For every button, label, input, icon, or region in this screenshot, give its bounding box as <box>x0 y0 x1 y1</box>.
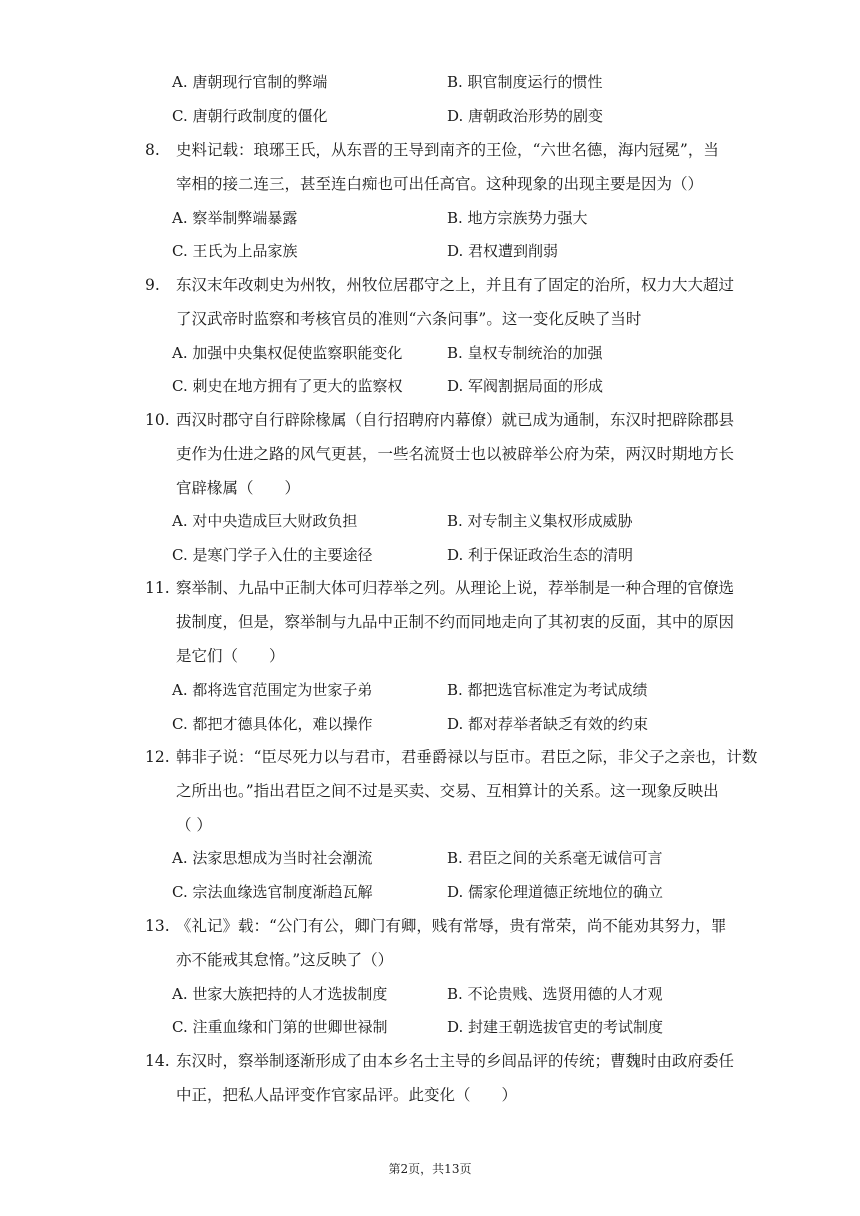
option-row <box>172 543 792 567</box>
option-d: D. 军阀割据局面的形成 <box>447 377 604 395</box>
question-number: 11. <box>145 579 170 597</box>
question-text-line: 《礼记》载：“公门有公，卿门有卿，贱有常辱，贵有常荣，尚不能劝其努力，罪 <box>176 917 727 935</box>
page-footer: 第2页，共13页 <box>388 1162 472 1176</box>
option-row <box>172 509 792 533</box>
option-c: C. 注重血缘和门第的世卿世禄制 <box>172 1018 388 1036</box>
question-text-line: 宰相的接二连三，甚至连白痴也可出任高官。这种现象的出现主要是因为（） <box>176 175 704 193</box>
question-text-line: 吏作为仕进之路的风气更甚，一些名流贤士也以被辟举公府为荣，两汉时期地方长 <box>176 445 735 463</box>
question-text-line: 中正，把私人品评变作官家品评。此变化（ ） <box>176 1086 518 1104</box>
question-number: 13. <box>145 917 170 935</box>
option-a: A. 世家大族把持的人才选拔制度 <box>172 985 388 1003</box>
option-b: B. 不论贵贱、选贤用德的人才观 <box>447 985 663 1003</box>
option-c: C. 是寒门学子入仕的主要途径 <box>172 546 373 564</box>
question-number: 12. <box>145 748 170 766</box>
option-row <box>172 104 792 128</box>
option-row <box>172 239 792 263</box>
option-c: C. 刺史在地方拥有了更大的监察权 <box>172 377 403 395</box>
option-b: B. 对专制主义集权形成威胁 <box>447 512 633 530</box>
option-c: C. 宗法血缘选官制度渐趋瓦解 <box>172 883 373 901</box>
option-b: B. 地方宗族势力强大 <box>447 209 588 227</box>
question-text-line: 拔制度，但是，察举制与九品中正制不约而同地走向了其初衷的反面，其中的原因 <box>176 613 735 631</box>
option-a: A. 唐朝现行官制的弊端 <box>172 73 328 91</box>
question-text-line: 之所出也。”指出君臣之间不过是买卖、交易、互相算计的关系。这一现象反映出 <box>176 782 719 800</box>
question-text-line: （ ） <box>176 816 212 834</box>
option-b: B. 皇权专制统治的加强 <box>447 344 603 362</box>
question-text-line: 韩非子说：“臣尽死力以与君市，君垂爵禄以与臣市。君臣之际，非父子之亲也，计数 <box>176 748 758 766</box>
option-row <box>172 846 792 870</box>
question-text-line: 是它们（ ） <box>176 647 285 665</box>
option-b: B. 职官制度运行的惯性 <box>447 73 603 91</box>
option-row <box>172 880 792 904</box>
question-text-line: 史料记载：琅琊王氏，从东晋的王导到南齐的王俭，“六世名德，海内冠冕”，当 <box>176 141 719 159</box>
question-number: 8. <box>145 141 160 159</box>
option-d: D. 唐朝政治形势的剧变 <box>447 107 604 125</box>
question-text-line: 东汉时，察举制逐渐形成了由本乡名士主导的乡闾品评的传统；曹魏时由政府委任 <box>176 1052 735 1070</box>
option-a: A. 对中央造成巨大财政负担 <box>172 512 358 530</box>
question-text-line: 西汉时郡守自行辟除椽属（自行招聘府内幕僚）就已成为通制，东汉时把辟除郡县 <box>176 411 735 429</box>
option-c: C. 王氏为上品家族 <box>172 242 298 260</box>
option-d: D. 君权遭到削弱 <box>447 242 559 260</box>
question-text-line: 察举制、九品中正制大体可归荐举之列。从理论上说，荐举制是一种合理的官僚选 <box>176 579 735 597</box>
option-row <box>172 982 792 1006</box>
option-row <box>172 70 792 94</box>
option-d: D. 儒家伦理道德正统地位的确立 <box>447 883 664 901</box>
option-b: B. 都把选官标准定为考试成绩 <box>447 681 648 699</box>
option-d: D. 利于保证政治生态的清明 <box>447 546 634 564</box>
option-row <box>172 206 792 230</box>
question-number: 14. <box>145 1052 170 1070</box>
option-a: A. 察举制弊端暴露 <box>172 209 298 227</box>
question-text-line: 亦不能戒其怠惰。”这反映了（） <box>176 951 394 969</box>
option-row <box>172 678 792 702</box>
option-row <box>172 712 792 736</box>
option-c: C. 唐朝行政制度的僵化 <box>172 107 328 125</box>
option-c: C. 都把才德具体化，难以操作 <box>172 715 373 733</box>
question-text-line: 了汉武帝时监察和考核官员的准则“六条问事”。这一变化反映了当时 <box>176 310 642 328</box>
option-row <box>172 1015 792 1039</box>
option-row <box>172 341 792 365</box>
question-text-line: 官辟椽属（ ） <box>176 479 301 497</box>
option-d: D. 封建王朝选拔官吏的考试制度 <box>447 1018 664 1036</box>
option-d: D. 都对荐举者缺乏有效的约束 <box>447 715 649 733</box>
option-a: A. 加强中央集权促使监察职能变化 <box>172 344 403 362</box>
option-b: B. 君臣之间的关系毫无诚信可言 <box>447 849 663 867</box>
option-a: A. 法家思想成为当时社会潮流 <box>172 849 373 867</box>
option-a: A. 都将选官范围定为世家子弟 <box>172 681 373 699</box>
question-text-line: 东汉末年改刺史为州牧，州牧位居郡守之上，并且有了固定的治所，权力大大超过 <box>176 276 735 294</box>
question-number: 9. <box>145 276 160 294</box>
question-number: 10. <box>145 411 170 429</box>
option-row <box>172 374 792 398</box>
